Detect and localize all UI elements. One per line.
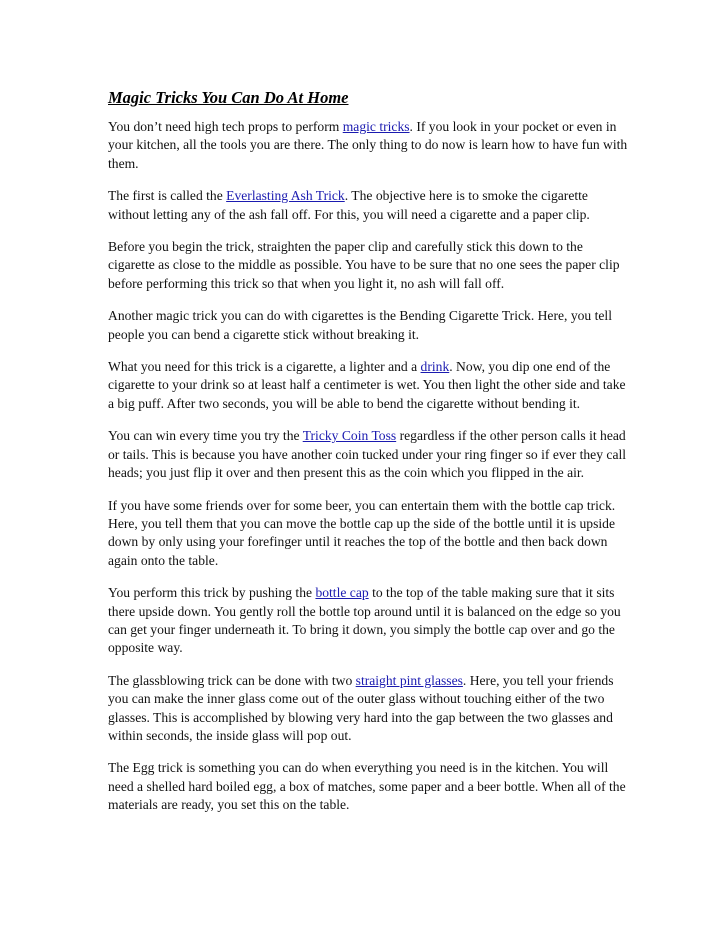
paragraph-text: . If you look in your pocket or even in your kitchen, all the tools you are there. The only thing to do now is learn how to have fun with them. [108,119,628,171]
paragraph-text: You can win every time you try the [108,428,303,444]
link-magic-tricks[interactable]: magic tricks [342,119,410,134]
paragraph-text: The glassblowing trick can be done with two [108,672,356,688]
paragraph-text: What you need for this trick is a cigarette, a lighter and a [108,359,421,375]
paragraph-1 [108,118,628,173]
paragraph-5 [108,358,628,413]
paragraph-9 [108,672,628,746]
paragraph-7 [108,497,628,571]
paragraph-text: You don’t need high tech props to perform [108,119,343,134]
page-title: Magic Tricks You Can Do At Home [108,88,349,107]
paragraph-4 [108,307,628,344]
paragraph-8 [108,584,628,658]
paragraph-text: regardless if the other person calls it head or tails. This is because you have another coin tucked under your ring finger so if ever they call heads; you just flip it over and then present this as the coin which you flipped in the air. [108,428,627,481]
paragraph-text: to the top of the table making sure that it sits there upside down. You gently roll the bottle top around until it is balanced on the edge so you can get your finger underneath it. To bring it down, you simply the bottle cap over and go the opposite way. [108,585,621,656]
document-page [108,88,628,829]
paragraph-text: Before you begin the trick, straighten the paper clip and carefully stick this down to the cigarette as close to the middle as possible. You have to be sure that no one sees the paper clip before performing this trick so that when you light it, no ash will fall off. [108,239,620,291]
paragraph-10 [108,759,628,814]
paragraph-text: . The objective here is to smoke the cigarette without letting any of the ash fall off. For this, you will need a cigarette and a paper clip. [108,188,590,222]
paragraph-text: . Now, you dip one end of the cigarette to your drink so at least half a centimeter is wet. You then light the other side and take a big puff. After two seconds, you will be able to bend the cigarette without bending it. [108,359,626,411]
paragraph-text: You perform this trick by pushing the [108,585,316,601]
paragraph-text: The first is called the [108,188,227,204]
paragraph-text: The Egg trick is something you can do when everything you need is in the kitchen. You will need a shelled hard boiled egg, a box of matches, some paper and a beer bottle. When all of the materials are ready, you set this on the table. [108,760,626,813]
paragraph-3 [108,238,628,293]
link-tricky-coin-toss[interactable]: Tricky Coin Toss [302,428,397,444]
paragraph-text: If you have some friends over for some beer, you can entertain them with the bottle cap trick. Here, you tell them that you can move the bottle cap up the side of the bottle until it is upside down by only using your forefinger until it reaches the top of the bottle and then back down again onto the table. [108,497,616,568]
paragraph-6 [108,427,628,482]
paragraph-2 [108,187,628,224]
link-everlasting-ash-trick[interactable]: Everlasting Ash Trick [226,188,345,204]
link-drink[interactable]: drink [420,359,450,375]
paragraph-text: Another magic trick you can do with cigarettes is the Bending Cigarette Trick. Here, you tell people you can bend a cigarette stick without breaking it. [108,308,612,342]
paragraph-text: . Here, you tell your friends you can make the inner glass come out of the outer glass without touching either of the two glasses. This is accomplished by blowing very hard into the gap between the two glasses and within seconds, the inside glass will pop out. [108,672,614,743]
link-bottle-cap[interactable]: bottle cap [315,585,369,601]
link-straight-pint-glasses[interactable]: straight pint glasses [355,672,463,688]
